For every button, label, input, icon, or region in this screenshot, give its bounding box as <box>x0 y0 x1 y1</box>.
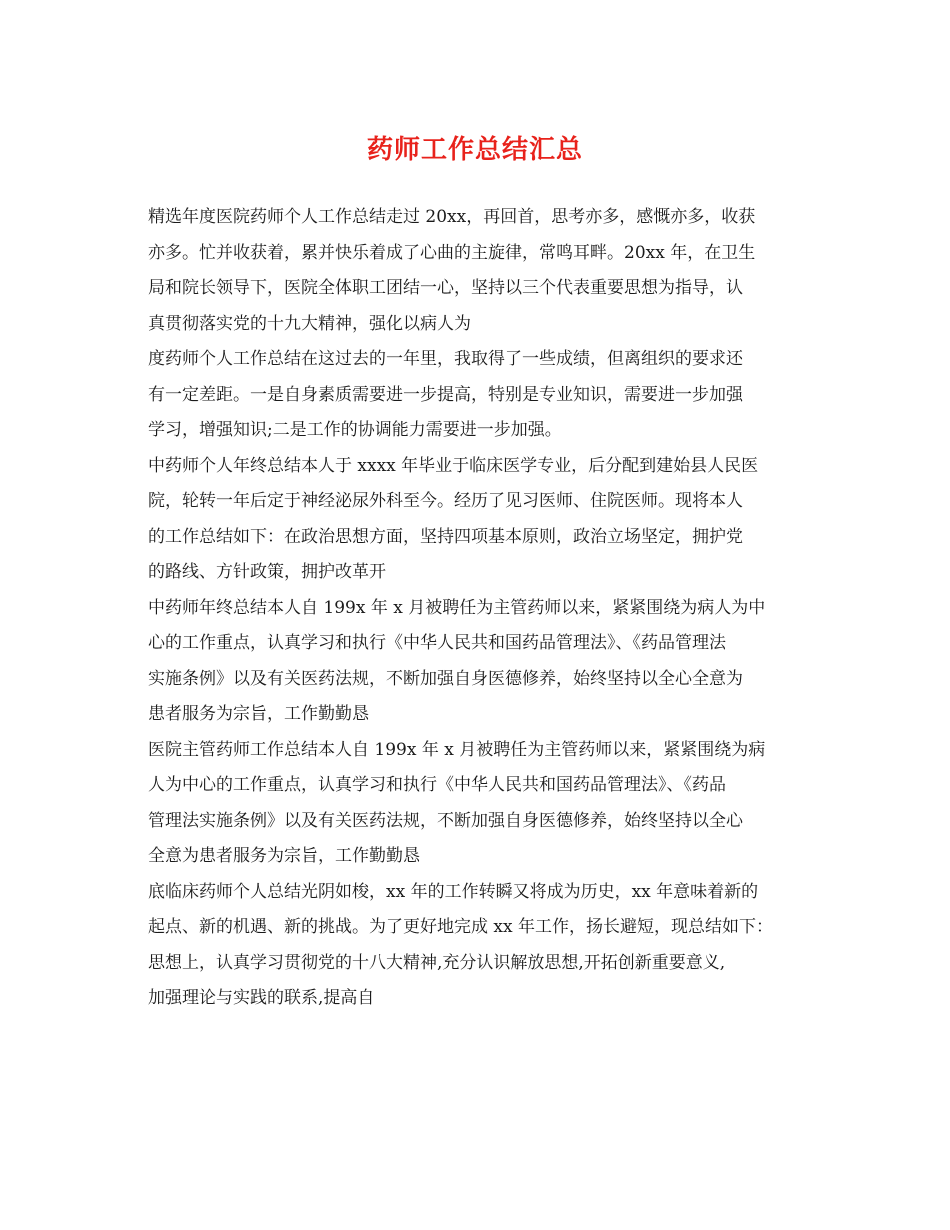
text-line: 有一定差距。一是自身素质需要进一步提高，特别是专业知识，需要进一步加强 <box>148 384 743 405</box>
text-line: 人为中心的工作重点，认真学习和执行《中华人民共和国药品管理法》、《药品 <box>148 775 726 795</box>
text-line: 院，轮转一年后定于神经泌尿外科至今。经历了见习医师、住院医师。现将本人 <box>148 491 743 511</box>
text-line: 中药师年终总结本人自 199x 年 x 月被聘任为主管药师以来，紧紧围绕为病人为中 <box>148 597 766 618</box>
text-line: 的路线、方针政策，拥护改革开 <box>148 562 386 582</box>
text-line: 起点、新的机遇、新的挑战。为了更好地完成 xx 年工作，扬长避短，现总结如下： <box>148 917 773 937</box>
text-line: 思想上，认真学习贯彻党的十八大精神,充分认识解放思想,开拓创新重要意义, <box>148 952 726 973</box>
text-line: 患者服务为宗旨，工作勤勤恳 <box>148 704 369 724</box>
text-line: 亦多。忙并收获着，累并快乐着成了心曲的主旋律，常鸣耳畔。20xx 年，在卫生 <box>148 242 756 263</box>
text-line: 医院主管药师工作总结本人自 199x 年 x 月被聘任为主管药师以来，紧紧围绕为病 <box>148 739 766 760</box>
text-line: 局和院长领导下，医院全体职工团结一心，坚持以三个代表重要思想为指导，认 <box>148 278 743 298</box>
text-line: 加强理论与实践的联系,提高自 <box>148 988 375 1008</box>
text-line: 全意为患者服务为宗旨，工作勤勤恳 <box>148 846 420 866</box>
page-title: 药师工作总结汇总 <box>366 135 583 165</box>
text-line: 中药师个人年终总结本人于 xxxx 年毕业于临床医学专业，后分配到建始县人民医 <box>148 455 759 476</box>
text-line: 的工作总结如下：在政治思想方面，坚持四项基本原则，政治立场坚定，拥护党 <box>148 526 743 547</box>
text-line: 管理法实施条例》以及有关医药法规，不断加强自身医德修养，始终坚持以全心 <box>148 810 743 831</box>
text-line: 底临床药师个人总结光阴如梭，xx 年的工作转瞬又将成为历史，xx 年意味着新的 <box>148 881 759 902</box>
body-text <box>148 200 812 1017</box>
text-line: 度药师个人工作总结在这过去的一年里，我取得了一些成绩，但离组织的要求还 <box>148 349 743 369</box>
text-line: 真贯彻落实党的十九大精神，强化以病人为 <box>148 313 471 334</box>
text-line: 精选年度医院药师个人工作总结走过 20xx，再回首，思考亦多，感慨亦多，收获 <box>148 207 756 227</box>
text-line: 心的工作重点，认真学习和执行《中华人民共和国药品管理法》、《药品管理法 <box>148 633 726 653</box>
text-line: 学习，增强知识;二是工作的协调能力需要进一步加强。 <box>148 420 562 440</box>
text-line: 实施条例》以及有关医药法规，不断加强自身医德修养，始终坚持以全心全意为 <box>148 668 743 689</box>
